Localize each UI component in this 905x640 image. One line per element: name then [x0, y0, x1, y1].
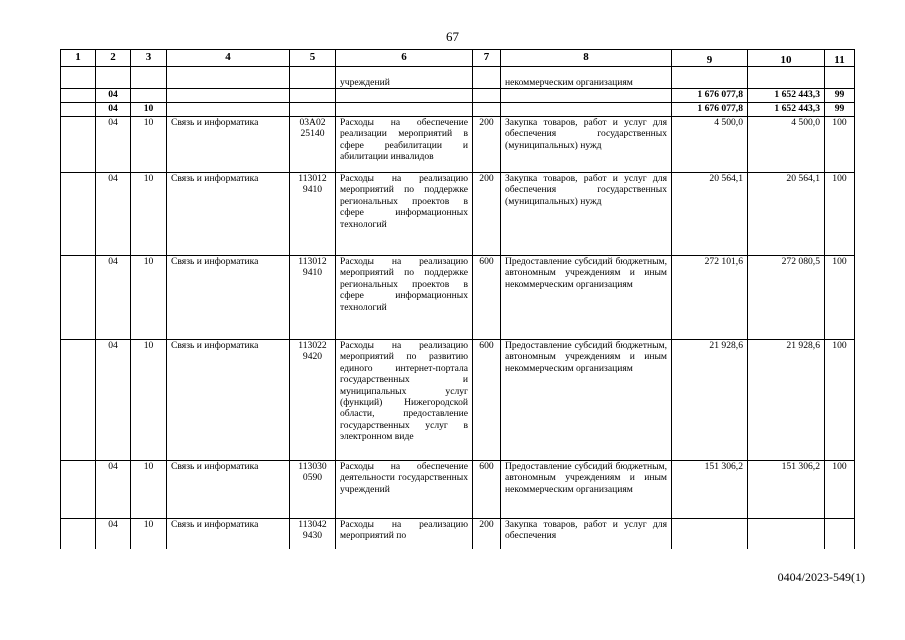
cell-planned-amount: 1 676 077,8 — [672, 103, 748, 117]
cell-planned-amount — [672, 519, 748, 550]
cell-percent: 100 — [825, 340, 855, 461]
cell-subsection: 10 — [131, 173, 167, 256]
cell-subsection: 10 — [131, 256, 167, 340]
header-row — [61, 50, 855, 67]
cell-col5 — [290, 103, 336, 117]
cell-planned-amount: 151 306,2 — [672, 461, 748, 519]
cell-percent: 100 — [825, 461, 855, 519]
cell-section-name: Связь и информатика — [167, 519, 290, 550]
cell-target-code: 113012 9410 — [290, 173, 336, 256]
cell-expense-type: Предоставление субсидий бюджетным, автономным учреждениям и иным некоммерческим организациям — [501, 461, 672, 519]
cell-planned-amount: 1 676 077,8 — [672, 89, 748, 103]
cell-percent: 100 — [825, 256, 855, 340]
cell-section: 04 — [96, 89, 131, 103]
cell-planned-amount: 20 564,1 — [672, 173, 748, 256]
cell-section: 04 — [96, 103, 131, 117]
cell-col1 — [61, 256, 96, 340]
cell-expense-code: 200 — [473, 117, 501, 173]
cell-target-code: 113030 0590 — [290, 461, 336, 519]
cell-expense-type: Предоставление субсидий бюджетным, автономным учреждениям и иным некоммерческим организациям — [501, 340, 672, 461]
cell-percent: 99 — [825, 103, 855, 117]
cell-target-code: 03А02 25140 — [290, 117, 336, 173]
cell-col1 — [61, 173, 96, 256]
cell-target-code: 113022 9420 — [290, 340, 336, 461]
cell-col7 — [473, 103, 501, 117]
continuation-row — [61, 67, 855, 89]
table-row — [61, 519, 855, 550]
document-code: 0404/2023-549(1) — [777, 570, 865, 584]
cell-col10 — [748, 67, 825, 89]
budget-table — [60, 49, 855, 549]
header-cell: 11 — [825, 50, 855, 67]
cell-col8 — [501, 89, 672, 103]
header-cell: 1 — [61, 50, 96, 67]
cell-section: 04 — [96, 173, 131, 256]
cell-col4 — [167, 67, 290, 89]
cell-actual-amount: 272 080,5 — [748, 256, 825, 340]
cell-actual-amount — [748, 519, 825, 550]
header-cell: 10 — [748, 50, 825, 67]
header-cell: 5 — [290, 50, 336, 67]
cell-subsection: 10 — [131, 117, 167, 173]
cell-planned-amount: 272 101,6 — [672, 256, 748, 340]
header-cell: 6 — [336, 50, 473, 67]
cell-col1 — [61, 519, 96, 550]
cell-col6 — [336, 89, 473, 103]
cell-col1 — [61, 461, 96, 519]
cell-expense-code: 600 — [473, 256, 501, 340]
cell-section: 04 — [96, 117, 131, 173]
cell-actual-amount: 20 564,1 — [748, 173, 825, 256]
header-cell: 9 — [672, 50, 748, 67]
table-row — [61, 256, 855, 340]
cell-subsection — [131, 89, 167, 103]
header-cell: 2 — [96, 50, 131, 67]
table-row — [61, 461, 855, 519]
cell-actual-amount: 1 652 443,3 — [748, 89, 825, 103]
cell-expense-code: 600 — [473, 461, 501, 519]
cell-expense-description: Расходы на реализацию мероприятий по развитию единого интернет-портала государственных и муниципальных услуг (функций) Нижегородской области, предоставление государственных услуг в электронном виде — [336, 340, 473, 461]
cell-expense-description: Расходы на реализацию мероприятий по поддержке региональных проектов в сфере информационных технологий — [336, 173, 473, 256]
cell-col3 — [131, 67, 167, 89]
cell-col1 — [61, 340, 96, 461]
table-row — [61, 340, 855, 461]
cell-section: 04 — [96, 519, 131, 550]
cell-col5 — [290, 67, 336, 89]
cell-percent — [825, 519, 855, 550]
cell-section-name: Связь и информатика — [167, 117, 290, 173]
page-number: 67 — [446, 29, 459, 44]
cell-col9 — [672, 67, 748, 89]
cell-col1 — [61, 103, 96, 117]
header-cell: 7 — [473, 50, 501, 67]
cell-expense-description: учреждений — [336, 67, 473, 89]
cell-planned-amount: 4 500,0 — [672, 117, 748, 173]
cell-col1 — [61, 117, 96, 173]
cell-col4 — [167, 103, 290, 117]
cell-section-name: Связь и информатика — [167, 256, 290, 340]
cell-col2 — [96, 67, 131, 89]
cell-expense-type: Предоставление субсидий бюджетным, автономным учреждениям и иным некоммерческим организациям — [501, 256, 672, 340]
cell-col7 — [473, 89, 501, 103]
cell-col11 — [825, 67, 855, 89]
cell-expense-code: 600 — [473, 340, 501, 461]
cell-percent: 100 — [825, 173, 855, 256]
cell-section-name: Связь и информатика — [167, 340, 290, 461]
cell-section-name: Связь и информатика — [167, 461, 290, 519]
cell-section: 04 — [96, 256, 131, 340]
cell-target-code: 113042 9430 — [290, 519, 336, 550]
cell-planned-amount: 21 928,6 — [672, 340, 748, 461]
cell-col1 — [61, 89, 96, 103]
table-row — [61, 117, 855, 173]
cell-expense-description: Расходы на реализацию мероприятий по — [336, 519, 473, 550]
cell-expense-description: Расходы на обеспечение деятельности государственных учреждений — [336, 461, 473, 519]
cell-expense-description: Расходы на обеспечение реализации мероприятий в сфере реабилитации и абилитации инвалидов — [336, 117, 473, 173]
cell-col7 — [473, 67, 501, 89]
header-cell: 3 — [131, 50, 167, 67]
cell-subsection: 10 — [131, 461, 167, 519]
cell-col8 — [501, 103, 672, 117]
cell-section: 04 — [96, 340, 131, 461]
cell-col4 — [167, 89, 290, 103]
cell-percent: 100 — [825, 117, 855, 173]
cell-subsection: 10 — [131, 103, 167, 117]
cell-expense-type: Закупка товаров, работ и услуг для обеспечения государственных (муниципальных) нужд — [501, 117, 672, 173]
table-row — [61, 173, 855, 256]
cell-expense-code: 200 — [473, 173, 501, 256]
cell-actual-amount: 4 500,0 — [748, 117, 825, 173]
cell-section: 04 — [96, 461, 131, 519]
cell-col5 — [290, 89, 336, 103]
header-cell: 4 — [167, 50, 290, 67]
cell-expense-type: некоммерческим организациям — [501, 67, 672, 89]
cell-target-code: 113012 9410 — [290, 256, 336, 340]
cell-actual-amount: 151 306,2 — [748, 461, 825, 519]
cell-actual-amount: 21 928,6 — [748, 340, 825, 461]
cell-section-name: Связь и информатика — [167, 173, 290, 256]
cell-expense-type: Закупка товаров, работ и услуг для обеспечения — [501, 519, 672, 550]
subtotal-row-subsection — [61, 103, 855, 117]
cell-col1 — [61, 67, 96, 89]
cell-subsection: 10 — [131, 519, 167, 550]
cell-expense-type: Закупка товаров, работ и услуг для обеспечения государственных (муниципальных) нужд — [501, 173, 672, 256]
cell-actual-amount: 1 652 443,3 — [748, 103, 825, 117]
subtotal-row-section — [61, 89, 855, 103]
header-cell: 8 — [501, 50, 672, 67]
cell-expense-description: Расходы на реализацию мероприятий по поддержке региональных проектов в сфере информационных технологий — [336, 256, 473, 340]
cell-percent: 99 — [825, 89, 855, 103]
cell-subsection: 10 — [131, 340, 167, 461]
cell-expense-code: 200 — [473, 519, 501, 550]
cell-col6 — [336, 103, 473, 117]
